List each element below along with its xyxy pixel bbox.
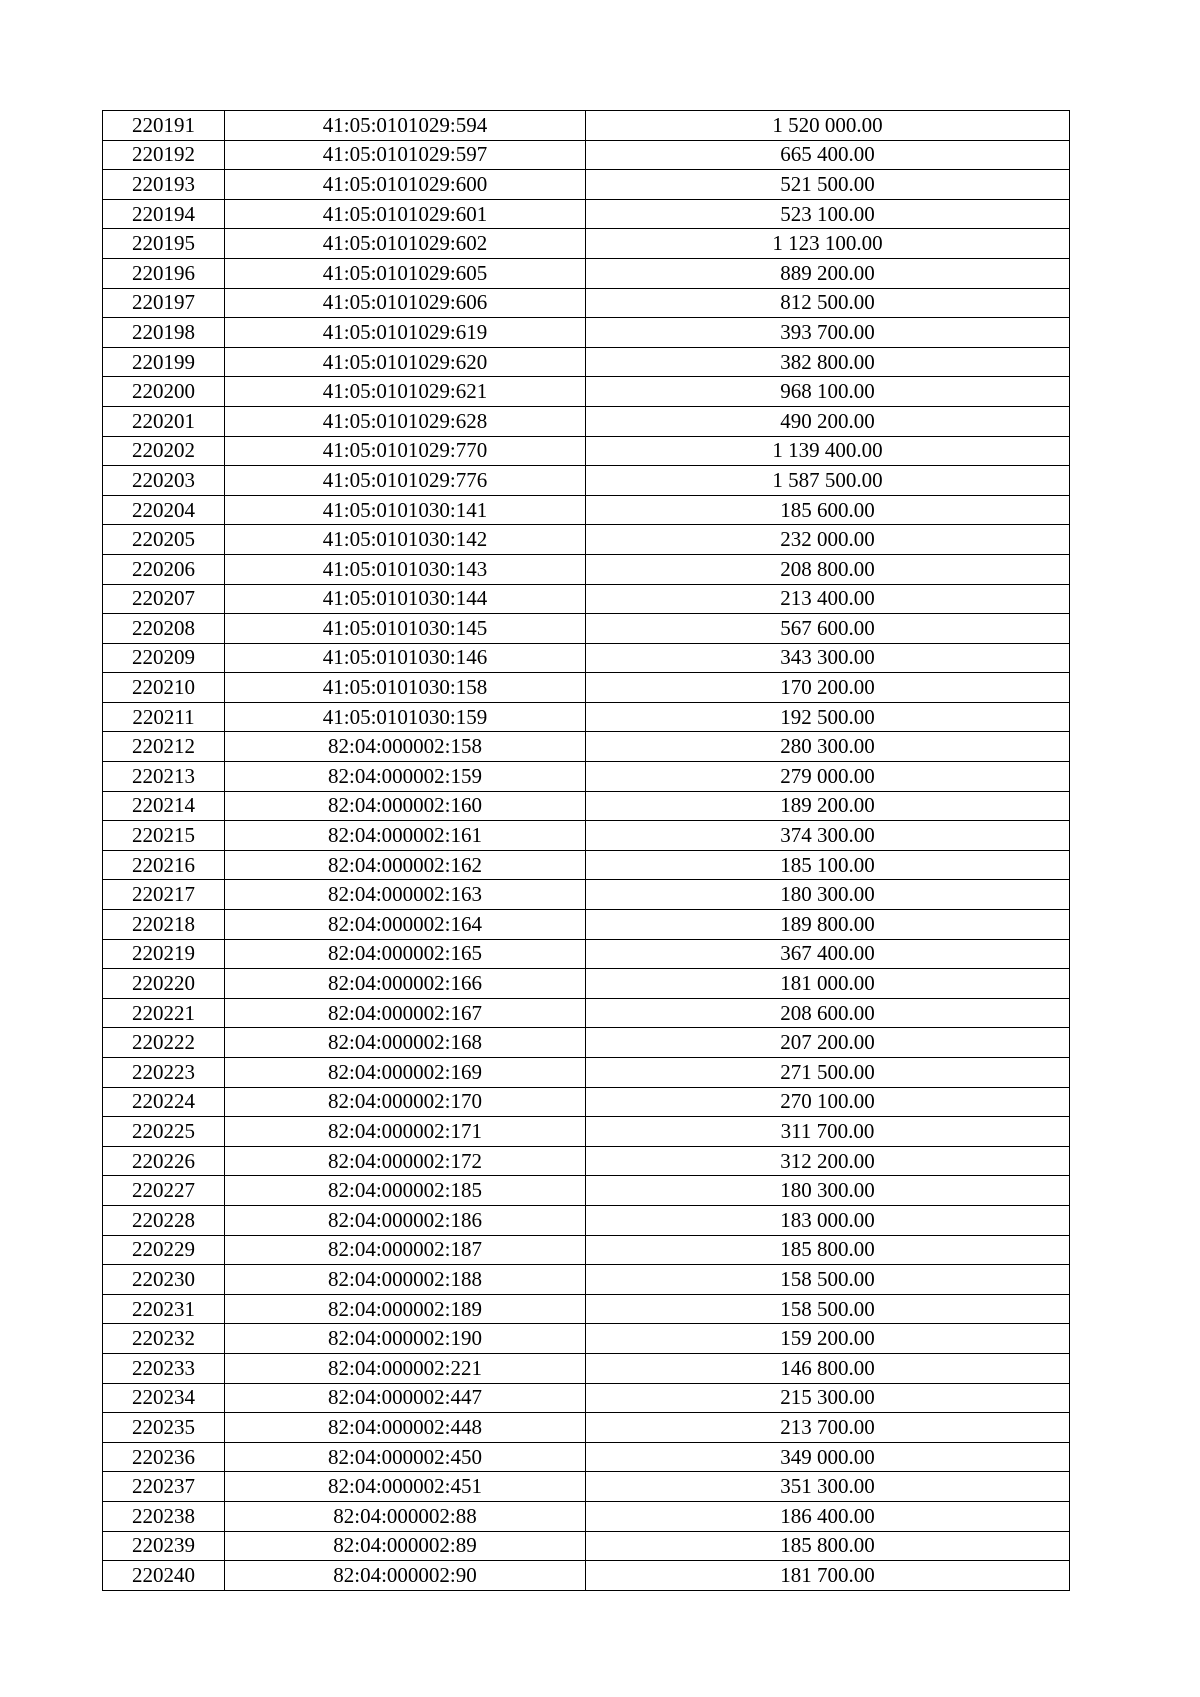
row-number-cell: 220212: [103, 732, 225, 762]
row-number-cell: 220207: [103, 584, 225, 614]
cadastral-number-cell: 41:05:0101030:146: [225, 643, 586, 673]
table-row: [103, 495, 1070, 525]
table-row: [103, 1235, 1070, 1265]
row-number-cell: 220193: [103, 170, 225, 200]
cadastral-number-cell: 82:04:000002:448: [225, 1413, 586, 1443]
table-row: [103, 170, 1070, 200]
row-number-cell: 220196: [103, 258, 225, 288]
row-number-cell: 220191: [103, 111, 225, 141]
table-row: [103, 466, 1070, 496]
cadastral-number-cell: 41:05:0101029:594: [225, 111, 586, 141]
table-row: [103, 939, 1070, 969]
table-body: [103, 111, 1070, 1591]
cadastral-number-cell: 82:04:000002:166: [225, 969, 586, 999]
cadastral-number-cell: 82:04:000002:451: [225, 1472, 586, 1502]
row-number-cell: 220234: [103, 1383, 225, 1413]
value-cell: 180 300.00: [586, 880, 1070, 910]
value-cell: 889 200.00: [586, 258, 1070, 288]
table-row: [103, 1176, 1070, 1206]
row-number-cell: 220228: [103, 1205, 225, 1235]
value-cell: 279 000.00: [586, 762, 1070, 792]
table-row: [103, 614, 1070, 644]
cadastral-number-cell: 82:04:000002:90: [225, 1561, 586, 1591]
table-row: [103, 406, 1070, 436]
table-row: [103, 910, 1070, 940]
cadastral-number-cell: 41:05:0101029:770: [225, 436, 586, 466]
row-number-cell: 220222: [103, 1028, 225, 1058]
table-row: [103, 1383, 1070, 1413]
table-row: [103, 702, 1070, 732]
cadastral-number-cell: 82:04:000002:167: [225, 998, 586, 1028]
cadastral-number-cell: 82:04:000002:185: [225, 1176, 586, 1206]
value-cell: 213 400.00: [586, 584, 1070, 614]
table-row: [103, 377, 1070, 407]
value-cell: 180 300.00: [586, 1176, 1070, 1206]
table-row: [103, 584, 1070, 614]
value-cell: 1 520 000.00: [586, 111, 1070, 141]
row-number-cell: 220204: [103, 495, 225, 525]
value-cell: 343 300.00: [586, 643, 1070, 673]
row-number-cell: 220239: [103, 1531, 225, 1561]
cadastral-value-table: [102, 110, 1070, 1591]
row-number-cell: 220213: [103, 762, 225, 792]
cadastral-number-cell: 82:04:000002:189: [225, 1294, 586, 1324]
value-cell: 215 300.00: [586, 1383, 1070, 1413]
cadastral-number-cell: 41:05:0101030:142: [225, 525, 586, 555]
value-cell: 192 500.00: [586, 702, 1070, 732]
row-number-cell: 220225: [103, 1117, 225, 1147]
row-number-cell: 220219: [103, 939, 225, 969]
row-number-cell: 220200: [103, 377, 225, 407]
cadastral-number-cell: 41:05:0101029:628: [225, 406, 586, 436]
row-number-cell: 220199: [103, 347, 225, 377]
row-number-cell: 220197: [103, 288, 225, 318]
value-cell: 207 200.00: [586, 1028, 1070, 1058]
value-cell: 523 100.00: [586, 199, 1070, 229]
table-row: [103, 1353, 1070, 1383]
table-row: [103, 850, 1070, 880]
row-number-cell: 220236: [103, 1442, 225, 1472]
value-cell: 213 700.00: [586, 1413, 1070, 1443]
table-row: [103, 998, 1070, 1028]
cadastral-number-cell: 82:04:000002:190: [225, 1324, 586, 1354]
table-row: [103, 140, 1070, 170]
value-cell: 185 100.00: [586, 850, 1070, 880]
table-row: [103, 525, 1070, 555]
value-cell: 374 300.00: [586, 821, 1070, 851]
row-number-cell: 220215: [103, 821, 225, 851]
cadastral-number-cell: 41:05:0101030:158: [225, 673, 586, 703]
table-row: [103, 1205, 1070, 1235]
cadastral-number-cell: 82:04:000002:188: [225, 1265, 586, 1295]
value-cell: 968 100.00: [586, 377, 1070, 407]
row-number-cell: 220202: [103, 436, 225, 466]
cadastral-number-cell: 41:05:0101029:776: [225, 466, 586, 496]
table-row: [103, 347, 1070, 377]
cadastral-number-cell: 41:05:0101029:620: [225, 347, 586, 377]
table-row: [103, 229, 1070, 259]
cadastral-number-cell: 82:04:000002:447: [225, 1383, 586, 1413]
cadastral-number-cell: 41:05:0101029:600: [225, 170, 586, 200]
row-number-cell: 220201: [103, 406, 225, 436]
cadastral-number-cell: 82:04:000002:170: [225, 1087, 586, 1117]
cadastral-number-cell: 41:05:0101029:621: [225, 377, 586, 407]
table-row: [103, 1058, 1070, 1088]
cadastral-number-cell: 41:05:0101029:601: [225, 199, 586, 229]
table-row: [103, 1265, 1070, 1295]
table-row: [103, 791, 1070, 821]
row-number-cell: 220229: [103, 1235, 225, 1265]
table-row: [103, 554, 1070, 584]
table-row: [103, 318, 1070, 348]
table-row: [103, 1501, 1070, 1531]
value-cell: 271 500.00: [586, 1058, 1070, 1088]
row-number-cell: 220192: [103, 140, 225, 170]
value-cell: 185 800.00: [586, 1531, 1070, 1561]
table-row: [103, 1028, 1070, 1058]
cadastral-number-cell: 41:05:0101029:597: [225, 140, 586, 170]
cadastral-number-cell: 82:04:000002:89: [225, 1531, 586, 1561]
value-cell: 208 800.00: [586, 554, 1070, 584]
cadastral-number-cell: 82:04:000002:172: [225, 1146, 586, 1176]
table-row: [103, 288, 1070, 318]
cadastral-number-cell: 41:05:0101030:144: [225, 584, 586, 614]
table-row: [103, 643, 1070, 673]
table-row: [103, 258, 1070, 288]
row-number-cell: 220216: [103, 850, 225, 880]
row-number-cell: 220218: [103, 910, 225, 940]
value-cell: 181 000.00: [586, 969, 1070, 999]
cadastral-number-cell: 41:05:0101030:141: [225, 495, 586, 525]
row-number-cell: 220227: [103, 1176, 225, 1206]
value-cell: 382 800.00: [586, 347, 1070, 377]
value-cell: 665 400.00: [586, 140, 1070, 170]
row-number-cell: 220238: [103, 1501, 225, 1531]
value-cell: 158 500.00: [586, 1294, 1070, 1324]
cadastral-number-cell: 82:04:000002:169: [225, 1058, 586, 1088]
cadastral-number-cell: 41:05:0101029:606: [225, 288, 586, 318]
cadastral-number-cell: 82:04:000002:162: [225, 850, 586, 880]
cadastral-number-cell: 41:05:0101029:619: [225, 318, 586, 348]
value-cell: 181 700.00: [586, 1561, 1070, 1591]
cadastral-number-cell: 82:04:000002:187: [225, 1235, 586, 1265]
value-cell: 146 800.00: [586, 1353, 1070, 1383]
row-number-cell: 220203: [103, 466, 225, 496]
value-cell: 1 139 400.00: [586, 436, 1070, 466]
cadastral-number-cell: 82:04:000002:450: [225, 1442, 586, 1472]
value-cell: 170 200.00: [586, 673, 1070, 703]
row-number-cell: 220206: [103, 554, 225, 584]
cadastral-number-cell: 82:04:000002:159: [225, 762, 586, 792]
table-row: [103, 969, 1070, 999]
row-number-cell: 220217: [103, 880, 225, 910]
row-number-cell: 220233: [103, 1353, 225, 1383]
cadastral-number-cell: 82:04:000002:171: [225, 1117, 586, 1147]
cadastral-number-cell: 82:04:000002:160: [225, 791, 586, 821]
row-number-cell: 220235: [103, 1413, 225, 1443]
table-row: [103, 1324, 1070, 1354]
row-number-cell: 220211: [103, 702, 225, 732]
cadastral-number-cell: 82:04:000002:158: [225, 732, 586, 762]
cadastral-number-cell: 41:05:0101029:605: [225, 258, 586, 288]
value-cell: 280 300.00: [586, 732, 1070, 762]
value-cell: 183 000.00: [586, 1205, 1070, 1235]
row-number-cell: 220210: [103, 673, 225, 703]
row-number-cell: 220237: [103, 1472, 225, 1502]
cadastral-number-cell: 41:05:0101030:145: [225, 614, 586, 644]
table-row: [103, 673, 1070, 703]
value-cell: 567 600.00: [586, 614, 1070, 644]
row-number-cell: 220194: [103, 199, 225, 229]
table-row: [103, 1294, 1070, 1324]
table-row: [103, 1087, 1070, 1117]
row-number-cell: 220195: [103, 229, 225, 259]
row-number-cell: 220224: [103, 1087, 225, 1117]
value-cell: 189 200.00: [586, 791, 1070, 821]
value-cell: 812 500.00: [586, 288, 1070, 318]
value-cell: 159 200.00: [586, 1324, 1070, 1354]
table-row: [103, 199, 1070, 229]
table-row: [103, 1561, 1070, 1591]
value-cell: 1 123 100.00: [586, 229, 1070, 259]
value-cell: 186 400.00: [586, 1501, 1070, 1531]
row-number-cell: 220230: [103, 1265, 225, 1295]
value-cell: 349 000.00: [586, 1442, 1070, 1472]
table-row: [103, 1146, 1070, 1176]
value-cell: 367 400.00: [586, 939, 1070, 969]
row-number-cell: 220240: [103, 1561, 225, 1591]
cadastral-number-cell: 41:05:0101030:159: [225, 702, 586, 732]
table-row: [103, 1442, 1070, 1472]
row-number-cell: 220232: [103, 1324, 225, 1354]
value-cell: 208 600.00: [586, 998, 1070, 1028]
table-row: [103, 880, 1070, 910]
table-row: [103, 1531, 1070, 1561]
row-number-cell: 220221: [103, 998, 225, 1028]
table-row: [103, 821, 1070, 851]
value-cell: 232 000.00: [586, 525, 1070, 555]
cadastral-number-cell: 82:04:000002:164: [225, 910, 586, 940]
value-cell: 311 700.00: [586, 1117, 1070, 1147]
cadastral-number-cell: 82:04:000002:88: [225, 1501, 586, 1531]
row-number-cell: 220226: [103, 1146, 225, 1176]
row-number-cell: 220220: [103, 969, 225, 999]
table-row: [103, 1413, 1070, 1443]
cadastral-number-cell: 82:04:000002:168: [225, 1028, 586, 1058]
cadastral-number-cell: 41:05:0101029:602: [225, 229, 586, 259]
value-cell: 521 500.00: [586, 170, 1070, 200]
row-number-cell: 220209: [103, 643, 225, 673]
row-number-cell: 220205: [103, 525, 225, 555]
table-row: [103, 732, 1070, 762]
cadastral-number-cell: 82:04:000002:161: [225, 821, 586, 851]
value-cell: 185 800.00: [586, 1235, 1070, 1265]
row-number-cell: 220198: [103, 318, 225, 348]
cadastral-number-cell: 82:04:000002:186: [225, 1205, 586, 1235]
row-number-cell: 220223: [103, 1058, 225, 1088]
value-cell: 185 600.00: [586, 495, 1070, 525]
cadastral-number-cell: 41:05:0101030:143: [225, 554, 586, 584]
row-number-cell: 220231: [103, 1294, 225, 1324]
value-cell: 312 200.00: [586, 1146, 1070, 1176]
row-number-cell: 220208: [103, 614, 225, 644]
cadastral-number-cell: 82:04:000002:165: [225, 939, 586, 969]
row-number-cell: 220214: [103, 791, 225, 821]
table-row: [103, 111, 1070, 141]
value-cell: 351 300.00: [586, 1472, 1070, 1502]
value-cell: 270 100.00: [586, 1087, 1070, 1117]
cadastral-number-cell: 82:04:000002:163: [225, 880, 586, 910]
value-cell: 189 800.00: [586, 910, 1070, 940]
value-cell: 490 200.00: [586, 406, 1070, 436]
cadastral-number-cell: 82:04:000002:221: [225, 1353, 586, 1383]
value-cell: 1 587 500.00: [586, 466, 1070, 496]
table-row: [103, 1472, 1070, 1502]
table-row: [103, 762, 1070, 792]
value-cell: 158 500.00: [586, 1265, 1070, 1295]
table-row: [103, 1117, 1070, 1147]
value-cell: 393 700.00: [586, 318, 1070, 348]
table-row: [103, 436, 1070, 466]
